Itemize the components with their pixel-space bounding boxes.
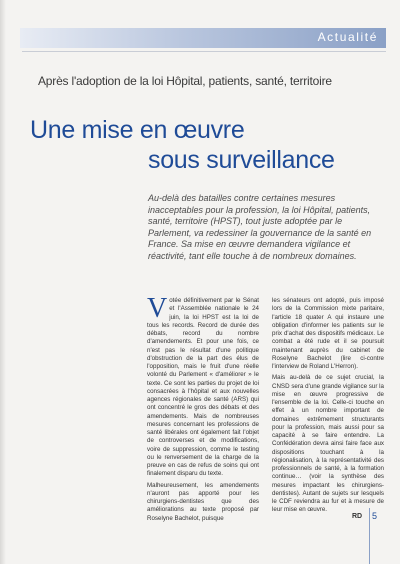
- body-paragraph: Mais au-delà de ce sujet crucial, la CNSD sera d'une grande vigilance sur la mise en œuvre progressive de l'ensemble de la loi. Celle-ci touche en effet à un nombre important de domaines extrêmement structurants pour la profession, mais aussi pour sa capacité à se faire entendre. La Confédération devra ainsi faire face aux dispositions touchant à la régionalisation, à la représentativité des professionnels de santé, à la formation continue… (voir la synthèse des mesures impactant les chirurgiens-dentistes). Autant de sujets sur lesquels le CDF reviendra au fur et à mesure de leur mise en œuvre.: [272, 374, 384, 514]
- page-edge: [0, 0, 6, 564]
- section-banner: [20, 28, 386, 48]
- title-line-2: sous surveillance: [148, 145, 335, 174]
- drop-cap: V: [147, 293, 168, 324]
- header-rule: [22, 51, 386, 52]
- article-kicker: Après l'adoption de la loi Hôpital, patients, santé, territoire: [38, 74, 332, 88]
- body-paragraph: [147, 293, 259, 479]
- article-lead: Au-delà des batailles contre certaines mesures inacceptables pour la profession, la loi Hôpital, patients, santé, territoire (HPST), tout juste adoptée par le Parlement, va redessiner la gouvernance de la santé en France. Sa mise en œuvre demandera vigilance et réactivité, tant elle touche à de nombreux domaines.: [148, 193, 372, 261]
- body-paragraph: les sénateurs ont adopté, puis imposé lors de la Commission mixte paritaire, l'article 18 quater A qui instaure une obligation d'informer les patients sur le prix d'achat des dispositifs médicaux. Le combat a été rude et il se poursuit maintenant auprès du cabinet de Roselyne Bachelot (lire ci-contre l'interview de Roland L'Herron).: [272, 297, 384, 370]
- title-line-1: Une mise en œuvre: [30, 115, 245, 144]
- body-text: otée définitivement par le Sénat et l'Assemblée nationale le 24 juin, la loi HPST est la loi de tous les records. Record de durée des débats, record du nombre d'amendements. Et pour une fois, ce n'est pas le résultat d'une politique d'obstruction de la part des élus de l'opposition, mais le fruit d'une réelle volonté du Parlement « d'améliorer » le texte. Ce sont les parties du projet de loi consacrées à l'hôpital et aux nouvelles agences régionales de santé (ARS) qui ont concentré le gros des débats et des amendements. Mais de nombreuses mesures concernant les professions de santé libérales ont également fait l'objet de controverses et de modifications, voire de suppression, comme le testing ou le renversement de la charge de la preuve en cas de refus de soins qui ont finalement disparu du texte.: [147, 297, 259, 478]
- body-column-right: [272, 297, 384, 518]
- page-number-bar: [369, 508, 370, 564]
- article-title: [30, 115, 380, 175]
- section-label: Actualité: [317, 30, 378, 44]
- author-signature: RD: [352, 513, 363, 520]
- body-paragraph: Malheureusement, les amendements n'auront pas apporté pour les chirurgiens-dentistes que des améliorations au texte proposé par Roselyne Bachelot, puisque: [147, 481, 259, 522]
- page-number: 5: [372, 511, 378, 521]
- body-column-left: [147, 293, 259, 526]
